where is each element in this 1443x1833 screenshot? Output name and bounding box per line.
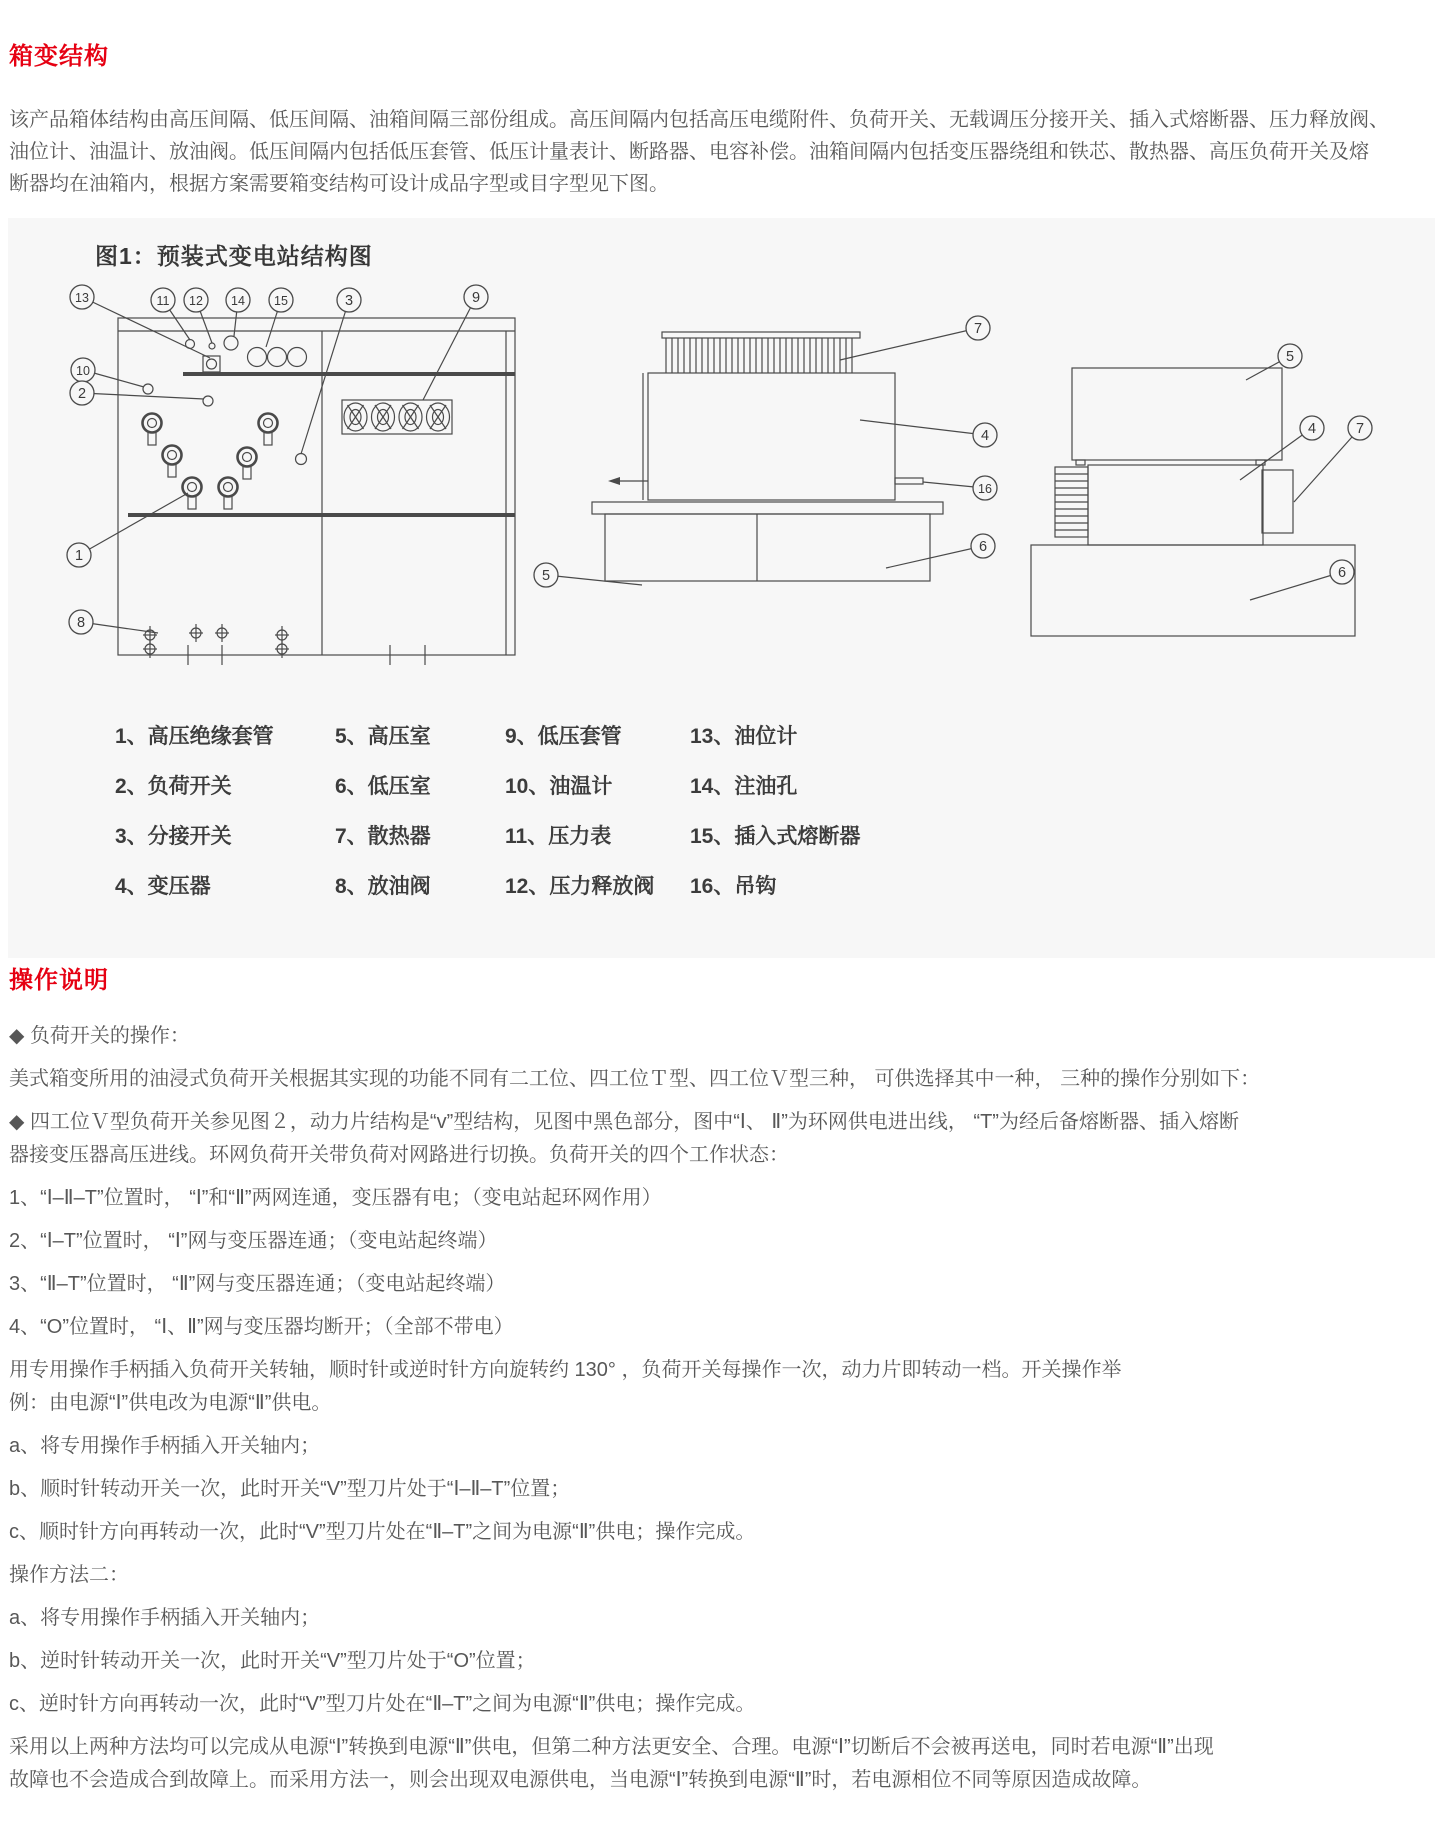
svg-text:14: 14 [231,294,245,308]
legend-item: 7、散热器 [335,825,431,848]
operation-line: 4、“O”位置时， “Ⅰ、Ⅱ”网与变压器均断开；（全部不带电） [9,1316,514,1338]
legend-item: 8、放油阀 [335,875,431,898]
operation-line: c、顺时针方向再转动一次，此时“V”型刀片处在“Ⅱ–T”之间为电源“Ⅱ”供电；操作完成。 [9,1521,756,1543]
operation-line: a、将专用操作手柄插入开关轴内； [9,1607,321,1629]
svg-text:7: 7 [1355,421,1365,437]
operation-line: b、顺时针转动开关一次，此时开关“V”型刀片处于“Ⅰ–Ⅱ–T”位置； [9,1478,571,1500]
svg-text:12: 12 [189,294,203,308]
legend-item: 14、注油孔 [690,775,798,798]
legend-item: 3、分接开关 [115,825,232,848]
end-view-diagram [1031,368,1355,636]
operation-line: b、逆时针转动开关一次，此时开关“V”型刀片处于“O”位置； [9,1650,536,1672]
svg-text:1: 1 [74,548,84,564]
svg-text:4: 4 [980,428,990,444]
intro-line: 断器均在油箱内，根据方案需要箱变结构可设计成品字型或目字型见下图。 [9,173,669,195]
svg-text:4: 4 [1307,421,1317,437]
legend-column [335,725,431,899]
svg-text:16: 16 [978,482,992,496]
radiator-fins-top [666,338,852,373]
radiator-fins-side [1055,474,1088,530]
svg-text:5: 5 [1285,349,1295,365]
callout-1 [67,493,188,567]
legend-column [690,725,860,899]
side-view-diagram [592,332,943,581]
lifting-hook [895,478,923,484]
pressure-release-valve [209,343,215,349]
lv-bushing-grid [344,403,450,431]
legend-item: 1、高压绝缘套管 [115,725,274,748]
svg-text:15: 15 [274,294,288,308]
figure-diagram [8,280,1435,680]
hv-room [1072,368,1282,460]
operation-line: 美式箱变所用的油浸式负荷开关根据其实现的功能不同有二工位、四工位Ｔ型、四工位Ｖ型三种， 可供选择其中一种， 三种的操作分别如下： [9,1068,1261,1090]
plug-in-fuses [248,348,307,367]
oil-fill-hole [224,336,238,350]
operations-body [9,1024,1437,1793]
callouts-side_view [534,316,997,587]
operation-line: 器接变压器高压进线。环网负荷开关带负荷对网路进行切换。负荷开关的四个工作状态： [9,1144,789,1166]
legend-item: 9、低压套管 [505,725,622,748]
legend-item: 4、变压器 [115,875,211,898]
callout-3 [301,288,361,454]
drain-valves [143,624,289,658]
operation-line: 操作方法二： [9,1564,129,1586]
callouts-front_view [67,285,488,634]
oil-thermometer [143,384,153,394]
svg-text:5: 5 [541,568,551,584]
operation-line: 1、“Ⅰ–Ⅱ–T”位置时， “Ⅰ”和“Ⅱ”两网连通，变压器有电；（变电站起环网作用） [9,1187,662,1209]
svg-text:8: 8 [76,615,86,631]
svg-text:13: 13 [75,291,89,305]
transformer-tank [648,373,895,500]
svg-text:6: 6 [1337,565,1347,581]
transformer-tank-end [1088,465,1263,545]
operation-line: 采用以上两种方法均可以完成从电源“Ⅰ”转换到电源“Ⅱ”供电，但第二种方法更安全、合理。电源“Ⅰ”切断后不会被再送电，同时若电源“Ⅱ”出现 [9,1736,1214,1758]
svg-text:3: 3 [344,293,354,309]
callout-6 [1250,560,1354,600]
intro-line: 油位计、油温计、放油阀。低压间隔内包括低压套管、低压计量表计、断路器、电容补偿。油箱间隔内包括变压器绕组和铁芯、散热器、高压负荷开关及熔 [9,141,1369,163]
legend-item: 11、压力表 [505,825,612,848]
radiator-block [1262,470,1293,533]
legend-item: 12、压力释放阀 [505,875,655,898]
callout-14 [226,288,250,336]
legend-item: 16、吊钩 [690,875,777,898]
operation-line: a、将专用操作手柄插入开关轴内； [9,1435,321,1457]
legend-item: 13、油位计 [690,725,798,748]
svg-text:6: 6 [978,539,988,555]
callout-5 [534,563,642,587]
svg-text:9: 9 [471,290,481,306]
callout-5 [1246,344,1302,380]
load-switch [203,396,213,406]
callouts-end_view [1240,344,1372,600]
callout-16 [923,476,997,500]
svg-text:10: 10 [76,364,90,378]
intro-line: 该产品箱体结构由高压间隔、低压间隔、油箱间隔三部份组成。高压间隔内包括高压电缆附件、负荷开关、无载调压分接开关、插入式熔断器、压力释放阀、 [9,109,1389,131]
operation-line: 2、“Ⅰ–T”位置时， “Ⅰ”网与变压器连通；（变电站起终端） [9,1230,498,1252]
tap-changer [296,454,307,465]
callout-8 [69,610,158,634]
callout-6 [886,534,995,568]
legend-item: 5、高压室 [335,725,431,748]
operation-line: 用专用操作手柄插入负荷开关转轴，顺时针或逆时针方向旋转约 130° ，负荷开关每操作一次，动力片即转动一档。开关操作举 [9,1359,1122,1381]
operation-line: ◆ 负荷开关的操作： [9,1025,190,1047]
section-title-operation: 操作说明 [9,967,109,994]
svg-text:11: 11 [156,294,170,308]
front-view-diagram [118,318,515,665]
lv-room-base [1031,545,1355,636]
callout-4 [860,420,997,447]
legend-item: 2、负荷开关 [115,775,232,798]
operation-line: c、逆时针方向再转动一次，此时“V”型刀片处在“Ⅱ–T”之间为电源“Ⅱ”供电；操作完成。 [9,1693,756,1715]
legend-item: 15、插入式熔断器 [690,825,861,848]
hv-bushings [143,414,278,510]
oil-level-gauge [203,356,220,372]
operation-line: 例：由电源“Ⅰ”供电改为电源“Ⅱ”供电。 [9,1392,332,1414]
figure-panel [8,218,1435,958]
legend-column [505,725,654,899]
legend-item: 6、低压室 [335,775,431,798]
legend-item: 10、油温计 [505,775,613,798]
svg-text:7: 7 [973,321,983,337]
figure-title: 图1：预装式变电站结构图 [95,243,373,269]
section-title-structure: 箱变结构 [9,43,109,70]
operation-line: 3、“Ⅱ–T”位置时， “Ⅱ”网与变压器连通；（变电站起终端） [9,1273,506,1295]
callout-7 [840,316,990,360]
legend-column [115,725,274,899]
operation-line: 故障也不会造成合到故障上。而采用方法一，则会出现双电源供电，当电源“Ⅰ”转换到电源“Ⅱ”时，若电源相位不同等原因造成故障。 [9,1769,1152,1791]
callout-9 [423,285,488,400]
svg-text:2: 2 [77,386,87,402]
intro-paragraph [9,104,1437,200]
operation-line: ◆ 四工位Ｖ型负荷开关参见图２，动力片结构是“v”型结构，见图中黑色部分，图中“Ⅰ、 Ⅱ”为环网供电进出线， “T”为经后备熔断器、插入熔断 [9,1111,1239,1133]
callout-12 [184,288,212,343]
